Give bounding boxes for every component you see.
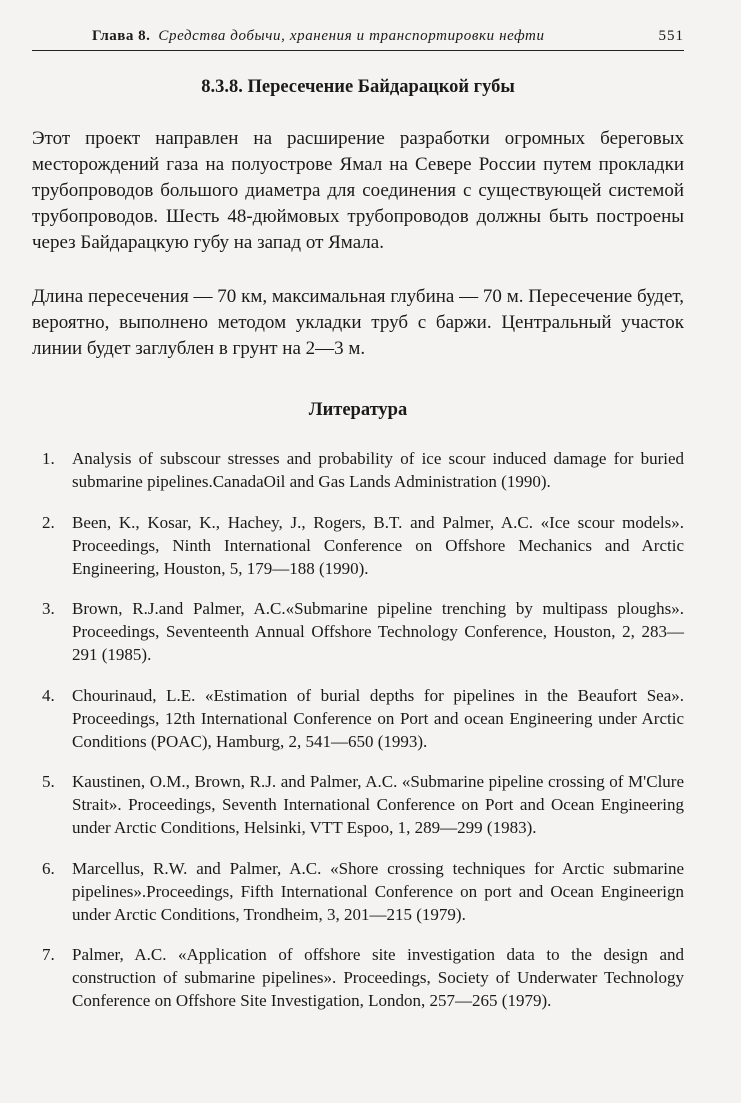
reference-number: 5. — [42, 772, 55, 791]
reference-text: Analysis of subscour stresses and probability of ice scour induced damage for buried submarine pipelines.CanadaOil and Gas Lands Administration (1990). — [72, 449, 684, 491]
header-divider — [32, 50, 684, 51]
references-heading: Литература — [308, 400, 408, 420]
reference-text: Kaustinen, O.M., Brown, R.J. and Palmer, A.C. «Submarine pipeline crossing of M'Clure Strait». Proceedings, Seventh International Conference on Port and Ocean Engineering under Arctic Conditions, Helsinki, VTT Espoo, 1, 289—299 (1983). — [72, 772, 684, 837]
reference-number: 3. — [42, 599, 55, 618]
chapter-label: Глава 8. — [92, 28, 151, 44]
reference-text: Been, K., Kosar, K., Hachey, J., Rogers, B.T. and Palmer, A.C. «Ice scour models». Proceedings, Ninth International Conference on Offshore Mechanics and Arctic Engineering, Houston, 5, 179—188 (1990). — [72, 512, 684, 578]
reference-text: Marcellus, R.W. and Palmer, A.C. «Shore crossing techniques for Arctic submarine pipelines».Proceedings, Fifth International Conference on port and Ocean Engineerign under Arctic Conditions, Trondheim, 3, 201—215 (1979). — [72, 858, 684, 924]
reference-item — [32, 597, 684, 666]
reference-number: 1. — [42, 449, 55, 468]
reference-item — [32, 684, 684, 753]
reference-item — [32, 857, 684, 926]
page-number: 551 — [658, 28, 684, 44]
reference-number: 7. — [42, 945, 55, 964]
body-paragraph: Длина пересечения — 70 км, максимальная глубина — 70 м. Пересечение будет, вероятно, выполнено методом укладки труб с баржи. Центральный участок линии будет заглублен в грунт на 2—3 м. — [32, 286, 684, 359]
reference-number: 2. — [42, 512, 55, 532]
reference-list — [32, 447, 684, 1030]
reference-number: 4. — [42, 685, 55, 705]
reference-text: Chourinaud, L.E. «Estimation of burial depths for pipelines in the Beaufort Sea». Proceedings, 12th International Conference on Port and ocean Engineering under Arctic Conditions (POAC), Hamburg, 2, 541—650 (1993). — [72, 685, 684, 751]
reference-text: Palmer, A.C. «Application of offshore site investigation data to the design and construction of submarine pipelines». Proceedings, Society of Underwater Technology Conference on Offshore Site Investigation, London, 257—265 (1979). — [72, 945, 684, 1010]
reference-text: Brown, R.J.and Palmer, A.C.«Submarine pipeline trenching by multipass ploughs». Proceedings, Seventeenth Annual Offshore Technology Conference, Houston, 2, 283—291 (1985). — [72, 599, 684, 664]
chapter-title: Средства добычи, хранения и транспортировки нефти — [158, 28, 545, 44]
reference-item — [32, 447, 684, 493]
body-paragraph: Этот проект направлен на расширение разработки огромных береговых месторождений газа на полуострове Ямал на Севере России путем прокладки трубопроводов большого диаметра для соединения с существующей системой трубопроводов. Шесть 48-дюймовых трубопроводов должны быть построены через Байдарацкую губу на запад от Ямала. — [32, 128, 684, 253]
reference-item — [32, 511, 684, 580]
reference-number: 6. — [42, 858, 55, 878]
section-heading: 8.3.8. Пересечение Байдарацкой губы — [201, 77, 515, 97]
running-header — [92, 28, 684, 45]
reference-item — [32, 770, 684, 839]
reference-item — [32, 943, 684, 1012]
